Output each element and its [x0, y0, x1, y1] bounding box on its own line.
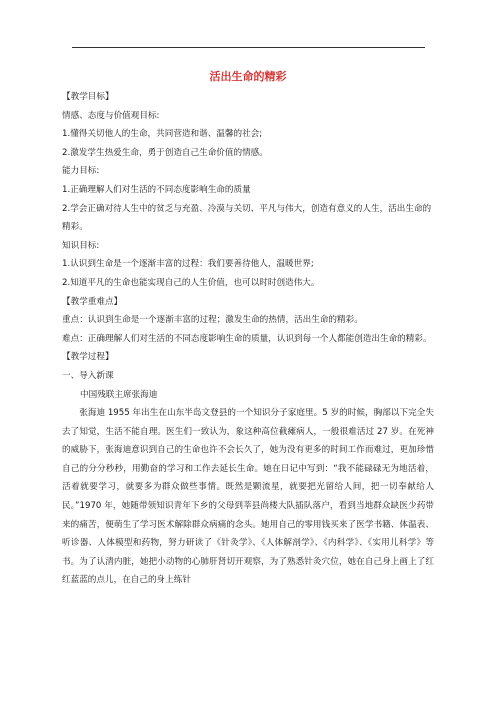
objective-item: 2.学会正确对待人生中的贫乏与充盈、冷漠与关切、平凡与伟大，创造有意义的人生，活出生命的精彩。 [62, 203, 432, 233]
document-title: 活出生命的精彩 [209, 70, 287, 83]
objective-item: 2.知道平凡的生命也能实现自己的人生价值，也可以时时创造伟大。 [62, 277, 320, 288]
story-paragraph: 张海迪 1955 年出生在山东半岛文登县的一个知识分子家庭里。5 岁的时候，胸部以下完全失去了知觉，生活不能自理。医生们一致认为，象这种高位截瘫病人，一般很难活过 27 岁。在死神的威胁下，张海迪意识到自己的生命也许不会长久了，她为没有更多的时间工作而难过，更加珍惜自己的分分秒秒，用勤奋的学习和工作去延长生命。她在日记中写到：“我不能碌碌无为地活着，活着就要学习，就要多为群众做些事情。既然是颗流星，就要把光留给人间，把一切奉献给人民。”1970 年，她随带领知识青年下乡的父母到莘县尚楼大队插队落户，看到当地群众缺医少药带来的痛苦，便萌生了学习医术解除群众病痛的念头。她用自己的零用钱买来了医学书籍、体温表、听诊器、人体模型和药物，努力研读了《针灸学》、《人体解剖学》、《内科学》、《实用儿科学》等书。为了认清内脏，她把小动物的心肺肝肾切开观察，为了熟悉针灸穴位，她在自己身上画上了红红蓝蓝的点儿，在自己的身上练针 [62, 408, 434, 586]
objective-item: 2.激发学生热爱生命，勇于创造自己生命价值的情感。 [62, 147, 268, 158]
key-point: 重点：认识到生命是一个逐渐丰富的过程；激发生命的热情，活出生命的精彩。 [62, 315, 363, 326]
difficult-point: 难点：正确理解人们对生活的不同态度影响生命的质量，认识到每一个人都能创造出生命的精彩。 [62, 333, 432, 344]
objective-category-knowledge: 知识目标: [62, 240, 100, 251]
objective-category-ability: 能力目标: [62, 166, 100, 177]
section-heading-key-points: 【教学重难点】 [62, 296, 123, 307]
section-heading-process: 【教学过程】 [62, 352, 114, 363]
section-heading-objectives: 【教学目标】 [62, 92, 114, 102]
document-body [62, 68, 434, 590]
header-rule [72, 47, 425, 48]
story-subheading: 中国残联主席张海迪 [80, 389, 158, 400]
objective-item: 1.正确理解人们对生活的不同态度影响生命的质量 [62, 184, 251, 195]
process-step-heading: 一、导入新课 [62, 370, 114, 381]
objective-category-emotion: 情感、态度与价值观目标: [62, 110, 160, 121]
objective-item: 1.认识到生命是一个逐渐丰富的过程：我们要善待他人，温暖世界; [62, 259, 314, 270]
objective-item: 1.懂得关切他人的生命，共同营造和谐、温馨的社会; [62, 129, 263, 140]
